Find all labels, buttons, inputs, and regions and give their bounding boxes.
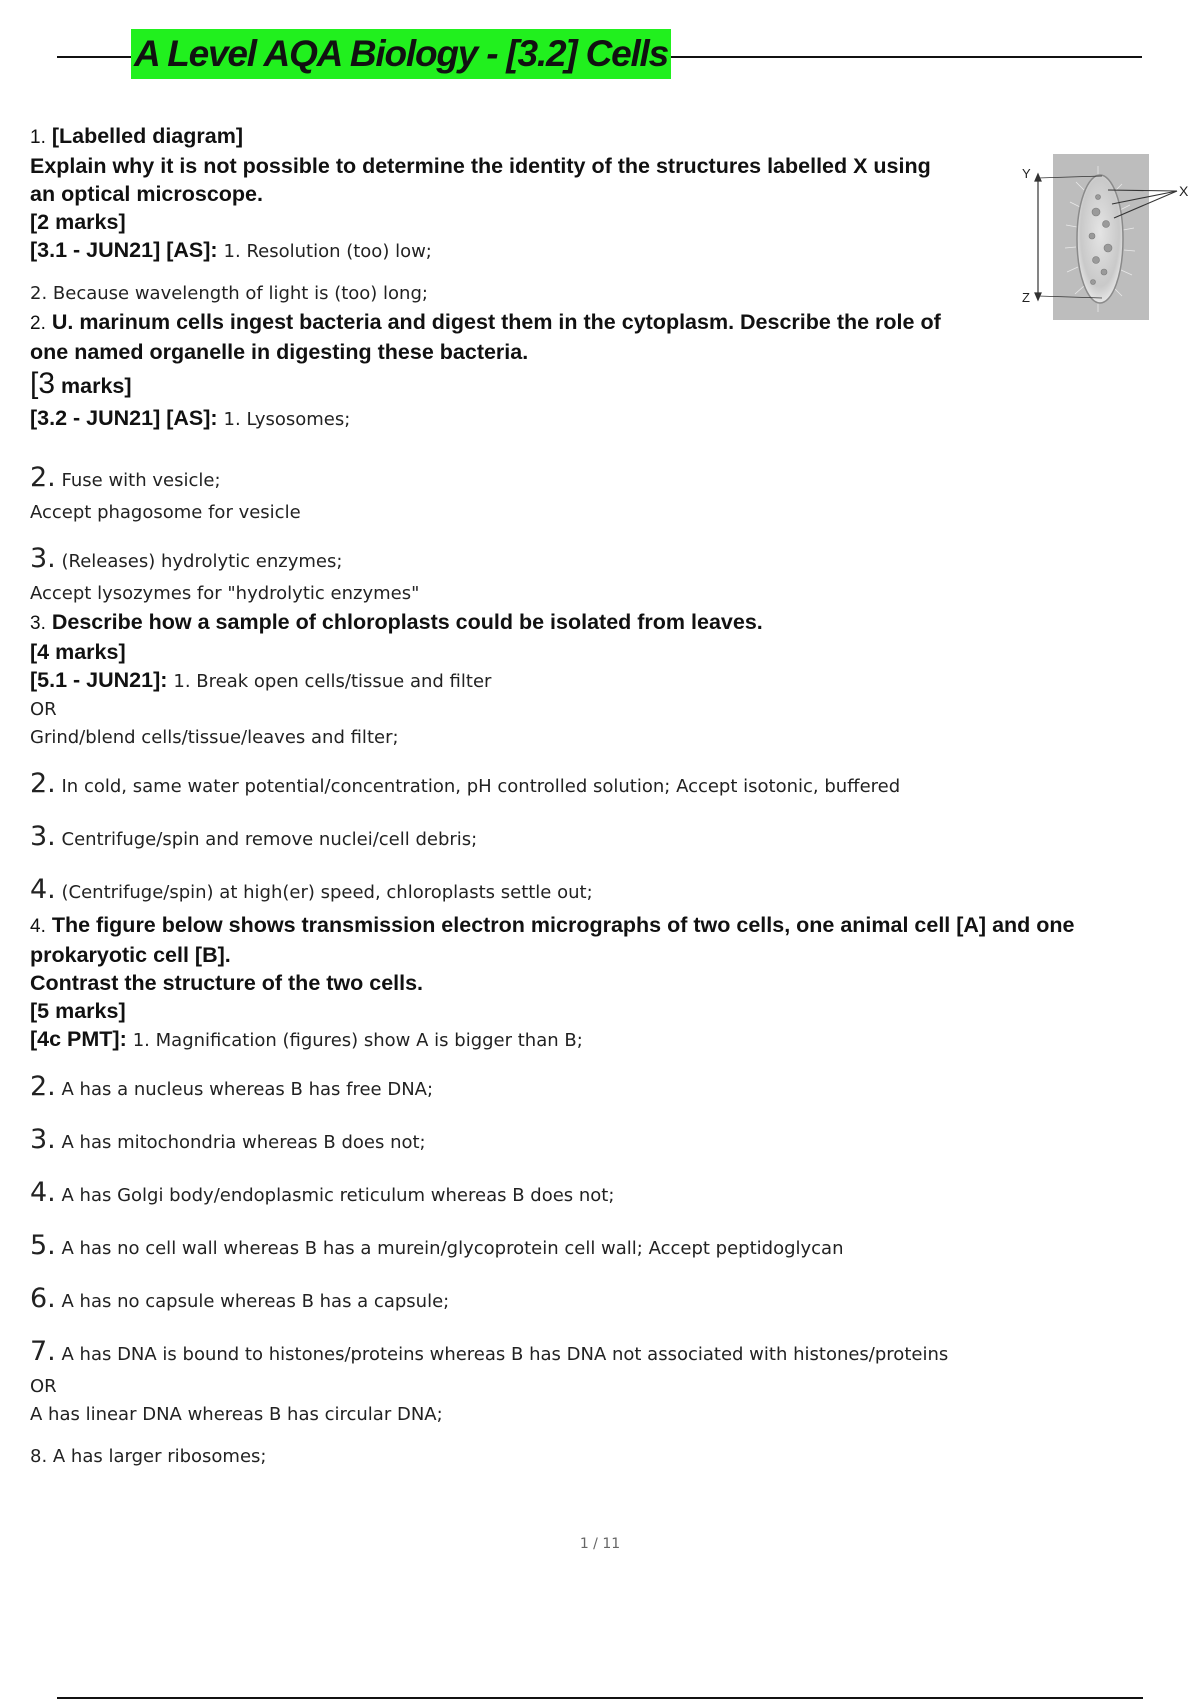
q3-or: OR: [30, 699, 57, 720]
q4-text-2: Contrast the structure of the two cells.: [30, 971, 424, 995]
q4-answer-4: A has Golgi body/endoplasmic reticulum whereas B does not;: [61, 1185, 615, 1206]
q3-answer-2-line: [30, 766, 1110, 805]
label-z: Z: [1022, 290, 1030, 305]
q2-answer-1: 1. Lysosomes;: [223, 409, 351, 430]
q4-answer-1-line: [30, 1025, 1110, 1055]
q4-answer-8: 8. A has larger ribosomes;: [30, 1446, 267, 1467]
q3-answer-3-num: 3.: [30, 821, 56, 852]
q2-marks: [30, 366, 1110, 404]
q2-answer-3-line: [30, 541, 1110, 580]
title-bar: [0, 28, 1200, 84]
q4-answer-2-line: [30, 1069, 1110, 1108]
q2-answer-2-line: [30, 460, 1110, 499]
q2-answer-2: Fuse with vesicle;: [61, 470, 221, 491]
question-3: [30, 608, 1110, 911]
q2-ref: [3.2 - JUN21] [AS]:: [30, 406, 218, 430]
q3-answer-4: (Centrifuge/spin) at high(er) speed, chloroplasts settle out;: [61, 882, 593, 903]
q1-ref: [3.1 - JUN21] [AS]:: [30, 238, 218, 262]
q3-answer-4-num: 4.: [30, 874, 56, 905]
q2-marks-num: [3: [30, 367, 56, 400]
q4-text: The figure below shows transmission electron micrographs of two cells, one animal cell [A] and one prokaryotic cell [B].: [30, 913, 1075, 967]
q4-answer-5-num: 5.: [30, 1230, 56, 1261]
q4-answer-6-num: 6.: [30, 1283, 56, 1314]
document-body: [30, 122, 1110, 1471]
q4-text-line: [30, 911, 1110, 969]
q4-or: OR: [30, 1376, 57, 1397]
q3-answer-1-line: [30, 666, 1110, 696]
q2-answer-2-num: 2.: [30, 462, 56, 493]
q3-marks: [4 marks]: [30, 640, 126, 664]
title-rule-right: [658, 56, 1142, 58]
q4-answer-6: A has no capsule whereas B has a capsule;: [61, 1291, 450, 1312]
q3-answer-3-line: [30, 819, 1110, 858]
q3-ref: [5.1 - JUN21]:: [30, 668, 168, 692]
q3-answer-1: 1. Break open cells/tissue and filter: [173, 671, 492, 692]
q2-text: U. marinum cells ingest bacteria and digest them in the cytoplasm. Describe the role of one named organelle in digesting these bacteria.: [30, 310, 941, 364]
q4-answer-4-line: [30, 1175, 1110, 1214]
title-rule-left: [57, 56, 135, 58]
q4-answer-7: A has DNA is bound to histones/proteins whereas B has DNA not associated with histones/proteins: [61, 1344, 949, 1365]
q4-answer-3: A has mitochondria whereas B does not;: [61, 1132, 426, 1153]
q3-answer-2: In cold, same water potential/concentration, pH controlled solution; Accept isotonic, buffered: [61, 776, 901, 797]
q3-answer-3: Centrifuge/spin and remove nuclei/cell debris;: [61, 829, 478, 850]
q1-answer-1-line: [30, 236, 1110, 266]
q2-number: 2.: [30, 313, 46, 334]
page-title: A Level AQA Biology - [3.2] Cells: [131, 29, 671, 79]
q4-answer-3-line: [30, 1122, 1110, 1161]
q4-answer-3-num: 3.: [30, 1124, 56, 1155]
q1-text: Explain why it is not possible to determine the identity of the structures labelled X using an optical microscope.: [30, 154, 931, 206]
q2-text-line: [30, 308, 980, 366]
q1-type-line: [30, 122, 1110, 152]
q2-marks-word: marks]: [61, 374, 132, 398]
question-4: [30, 911, 1110, 1471]
q2-answer-3-note: Accept lysozymes for "hydrolytic enzymes": [30, 583, 420, 604]
label-y: Y: [1022, 166, 1031, 181]
q1-answer-2: 2. Because wavelength of light is (too) long;: [30, 283, 428, 304]
q4-answer-4-num: 4.: [30, 1177, 56, 1208]
q2-answer-3: (Releases) hydrolytic enzymes;: [61, 551, 343, 572]
q2-answer-1-line: [30, 404, 1110, 434]
q4-answer-2: A has a nucleus whereas B has free DNA;: [61, 1079, 434, 1100]
q4-answer-2-num: 2.: [30, 1071, 56, 1102]
q3-answer-2-num: 2.: [30, 768, 56, 799]
question-2: [30, 308, 1110, 608]
q4-answer-1: 1. Magnification (figures) show A is bigger than B;: [132, 1030, 583, 1051]
q1-answer-1: 1. Resolution (too) low;: [223, 241, 432, 262]
q3-text: Describe how a sample of chloroplasts could be isolated from leaves.: [51, 610, 763, 634]
q4-answer-7b: A has linear DNA whereas B has circular DNA;: [30, 1404, 443, 1425]
q4-marks: [5 marks]: [30, 999, 126, 1023]
q3-answer-1b: Grind/blend cells/tissue/leaves and filter;: [30, 727, 399, 748]
q4-answer-6-line: [30, 1281, 1110, 1320]
q4-answer-7-line: [30, 1334, 1110, 1373]
q4-answer-5: A has no cell wall whereas B has a murein/glycoprotein cell wall; Accept peptidoglycan: [61, 1238, 844, 1259]
q1-number: 1.: [30, 127, 46, 148]
q4-ref: [4c PMT]:: [30, 1027, 127, 1051]
q1-type: [Labelled diagram]: [51, 124, 243, 148]
q2-answer-2-note: Accept phagosome for vesicle: [30, 502, 301, 523]
q2-answer-3-num: 3.: [30, 543, 56, 574]
question-1: [30, 122, 1110, 308]
q4-answer-5-line: [30, 1228, 1110, 1267]
q4-answer-7-num: 7.: [30, 1336, 56, 1367]
q3-text-line: [30, 608, 1110, 638]
page-number: 1 / 11: [579, 1536, 621, 1552]
q3-answer-4-line: [30, 872, 1110, 911]
q1-marks: [2 marks]: [30, 210, 126, 234]
q4-number: 4.: [30, 916, 46, 937]
bottom-rule: [57, 1697, 1143, 1699]
q3-number: 3.: [30, 613, 46, 634]
label-x: X: [1179, 183, 1189, 199]
